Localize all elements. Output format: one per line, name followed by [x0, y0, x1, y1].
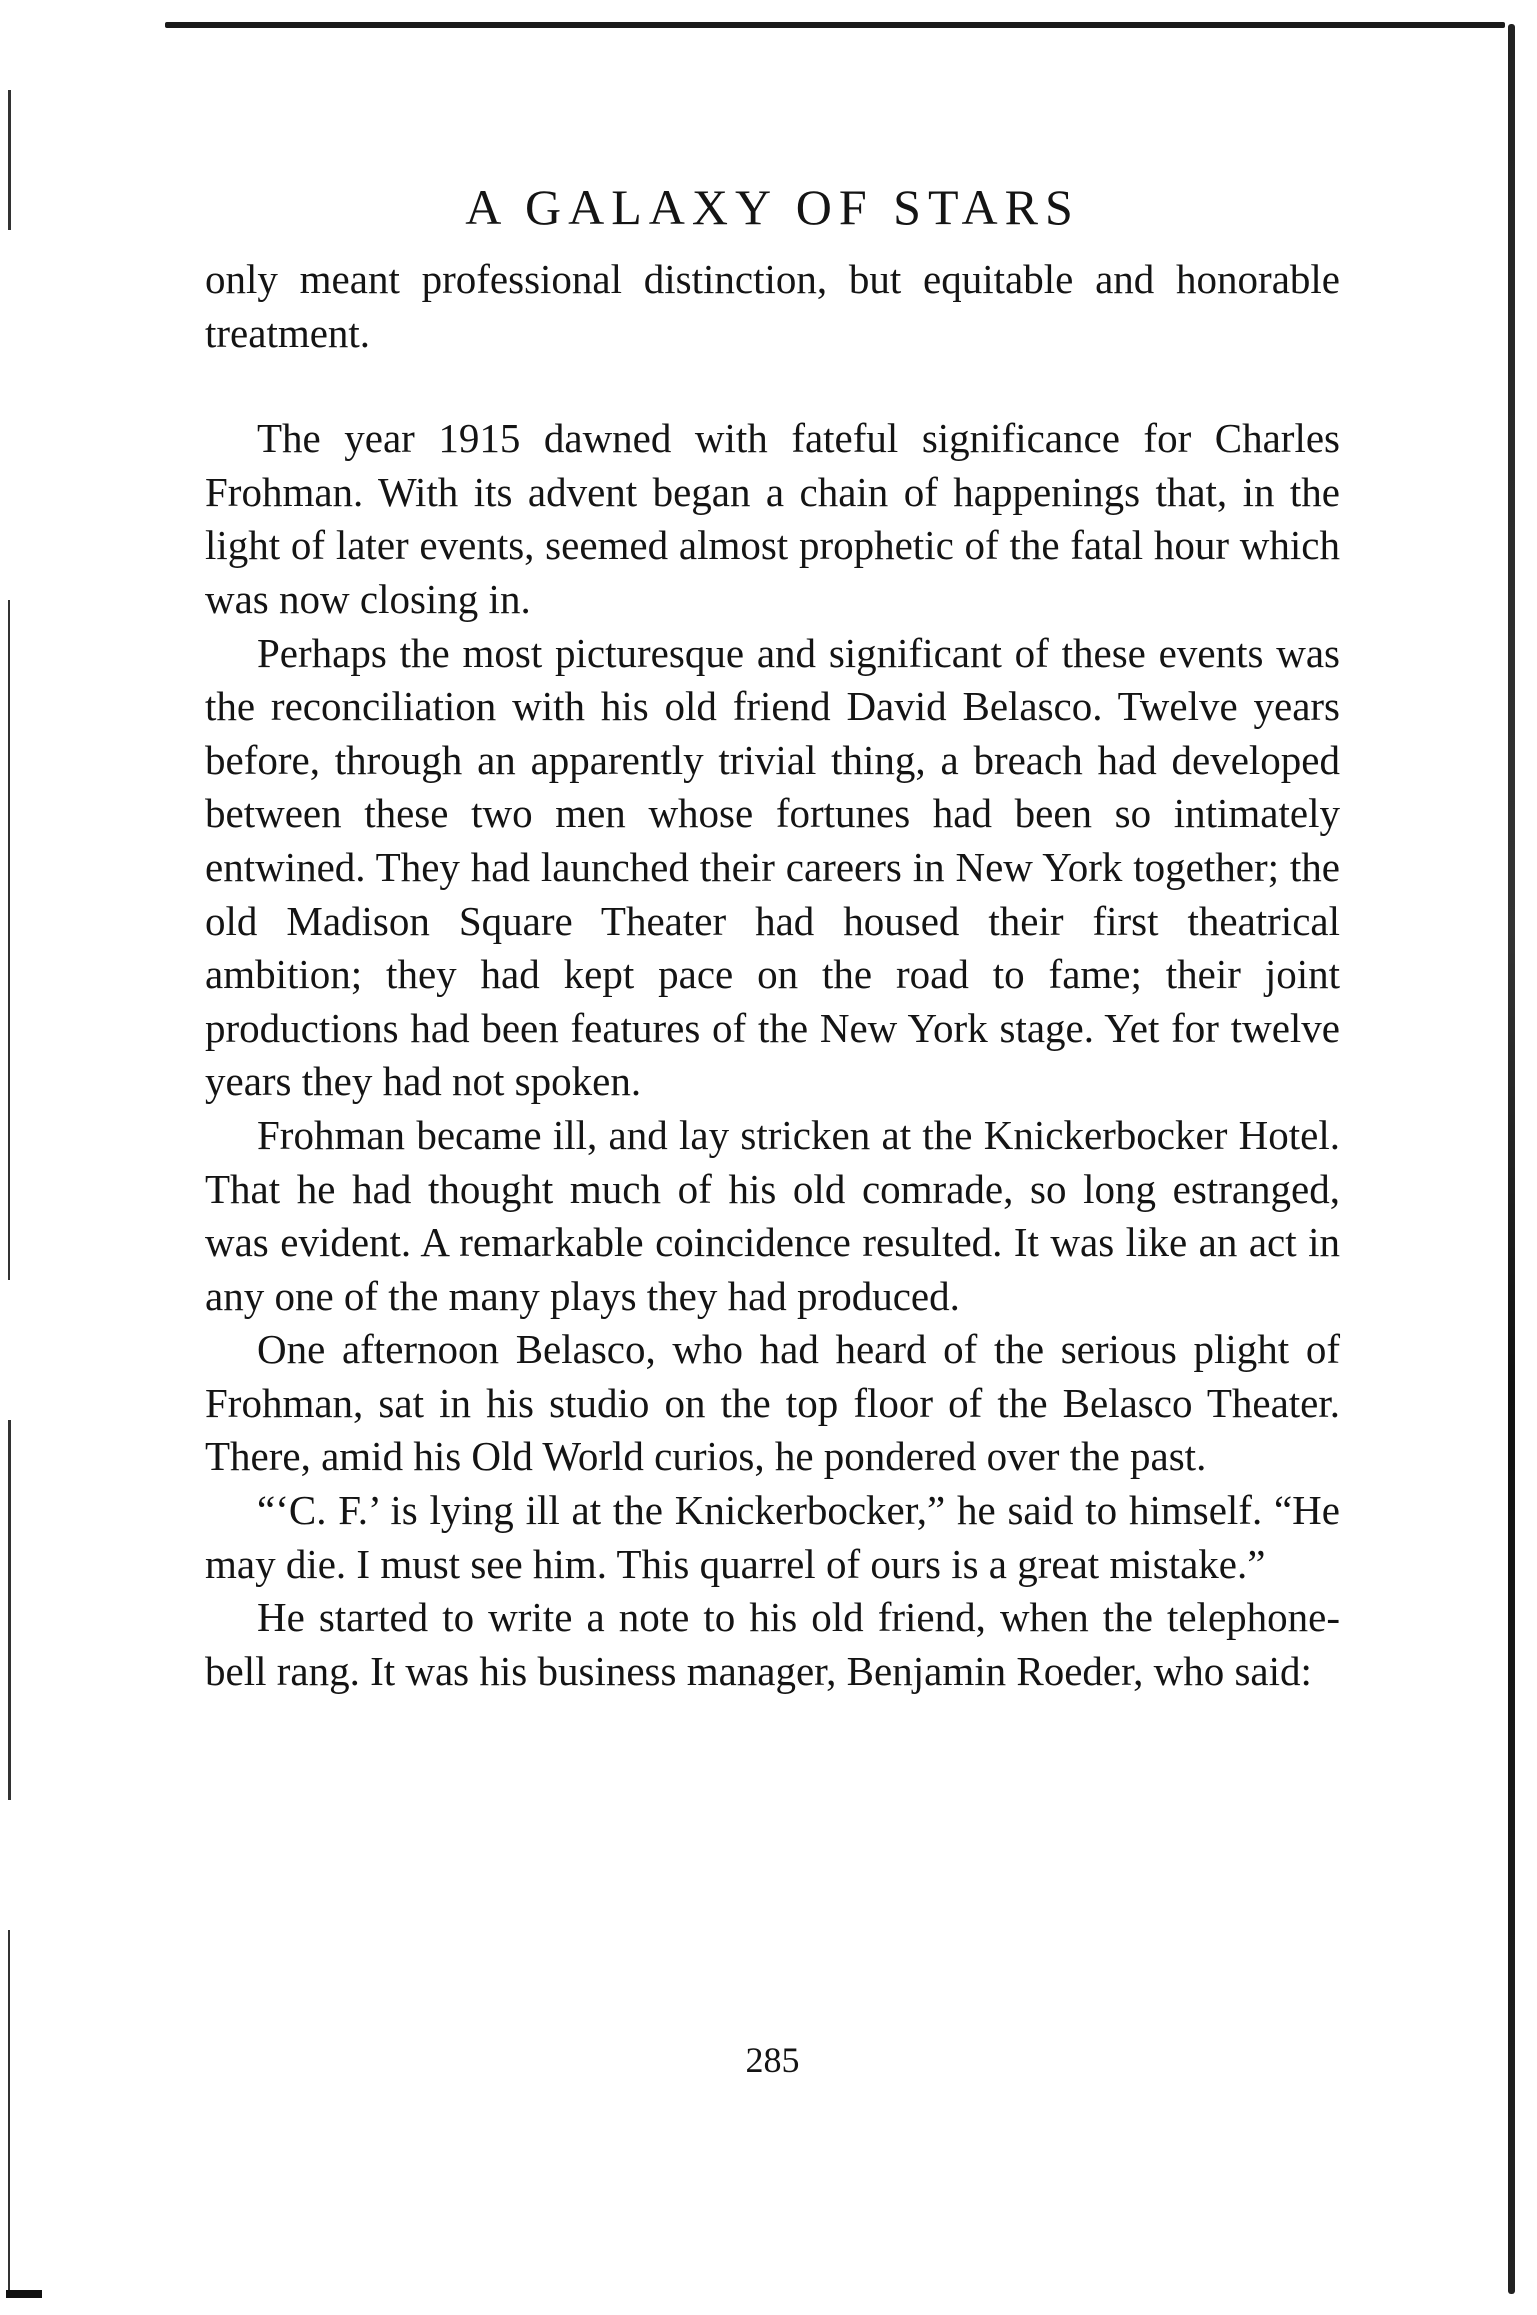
paragraph: Perhaps the most picturesque and significant of these events was the reconciliation with his old friend David Belasco. Twelve years before, through an apparently trivial thing, a breach had developed between these two men whose fortunes had been so intimately entwined. They had launched their careers in New York together; the old Madison Square Theater had housed their first theatrical ambition; they had kept pace on the road to fame; their joint productions had been features of the New York stage. Yet for twelve years they had not spoken.	[205, 629, 1340, 1105]
scan-mark-left	[8, 90, 11, 230]
scan-edge-right	[1508, 24, 1515, 2294]
paragraph: He started to write a note to his old friend, when the telephone-bell rang. It was his business manager, Benjamin Roeder, who said:	[205, 1594, 1340, 1694]
scan-mark-left	[8, 600, 10, 1280]
page-body	[205, 175, 1340, 1698]
paragraph: Frohman became ill, and lay stricken at the Knickerbocker Hotel. That he had thought much of his old comrade, so long estranged, was evident. A remarkable coincidence resulted. It was like an act in any one of the many plays they had produced.	[205, 1111, 1340, 1319]
scan-edge-top	[165, 22, 1505, 28]
paragraph: One afternoon Belasco, who had heard of the serious plight of Frohman, sat in his studio on the top floor of the Belasco Theater. There, amid his Old World curios, he pondered over the past.	[205, 1326, 1340, 1480]
scan-mark-left	[8, 1420, 11, 1800]
running-head: A GALAXY OF STARS	[465, 179, 1080, 235]
page-number: 285	[745, 2040, 800, 2080]
paragraph: The year 1915 dawned with fateful significance for Charles Frohman. With its advent began a chain of happenings that, in the light of later events, seemed almost prophetic of the fatal hour which was now closing in.	[205, 415, 1340, 622]
paragraph-continued: only meant professional distinction, but equitable and honorable treatment.	[205, 256, 1340, 356]
scan-mark-left	[8, 1930, 10, 2290]
paragraph: “‘C. F.’ is lying ill at the Knickerbocker,” he said to himself. “He may die. I must see him. This quarrel of ours is a great mistake.”	[205, 1487, 1340, 1587]
scan-mark-bottom-left	[6, 2290, 42, 2298]
